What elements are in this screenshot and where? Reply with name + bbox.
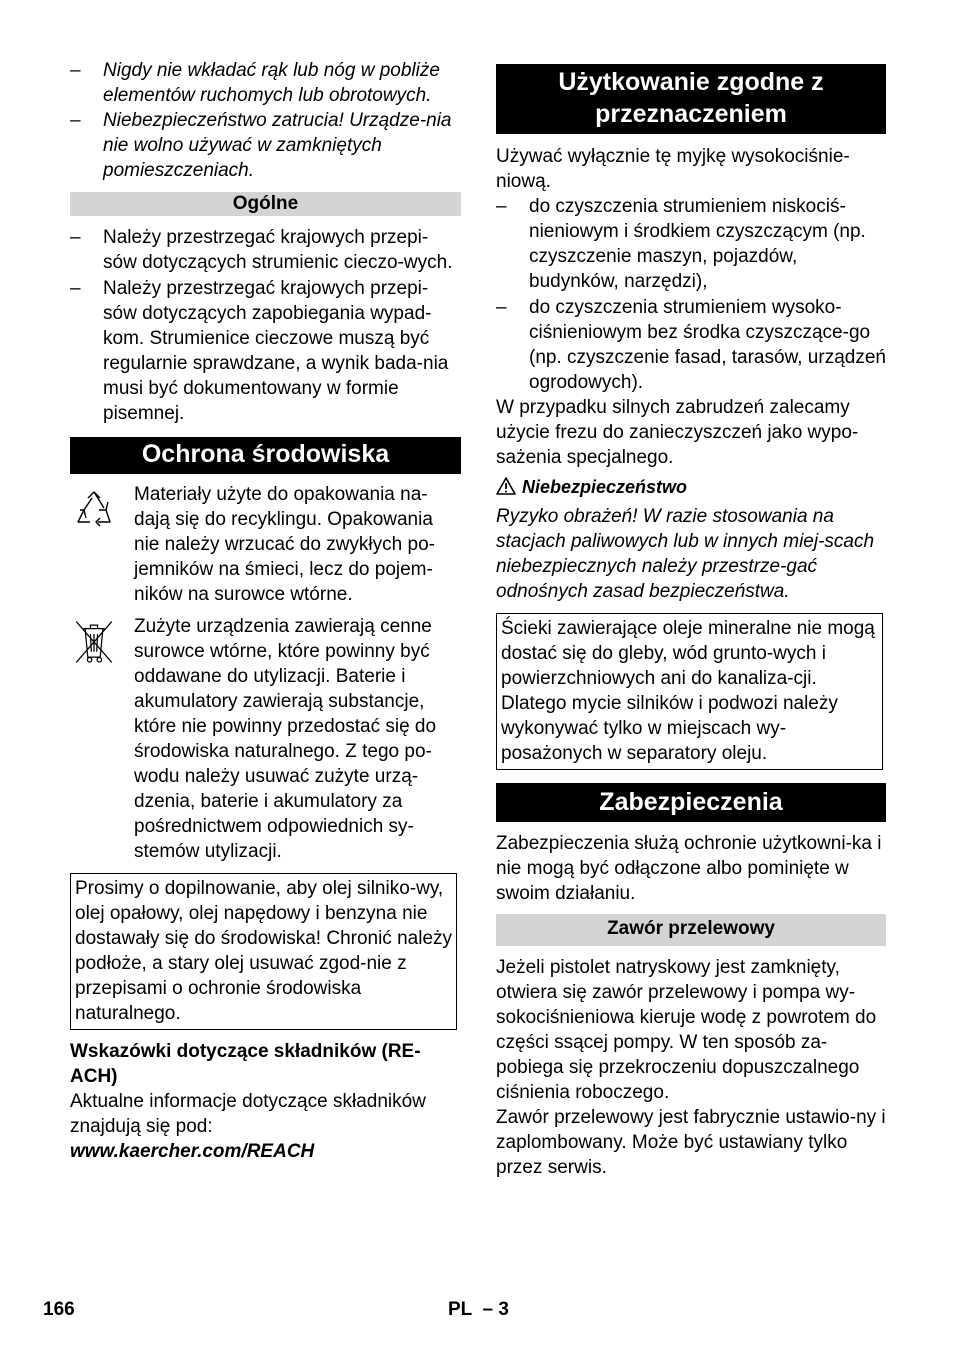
list-item-text: do czyszczenia strumieniem niskociś-nieniowym i środkiem czyszczącym (np. czyszczenie maszyn, pojazdów, budynków, narzędzi), (529, 196, 866, 292)
reach-link[interactable]: www.kaercher.com/REACH (70, 1141, 315, 1162)
list-item (70, 108, 461, 183)
list-item (70, 225, 461, 275)
list-item (496, 295, 886, 395)
weee-text: Zużyte urządzenia zawierają cenne surowce wtórne, które powinny być oddawane do utylizacji. Baterie i akumulatory zawierają substancje, które nie powinny przedostać się do środowiska naturalnego. Z tego po-wodu należy usuwać zużyte urzą-dzenia, baterie i akumulatory za pośrednictwem odpowiednich sy-stemów utylizacji. (134, 616, 437, 862)
section-heading-intended-use: Użytkowanie zgodne z przeznaczeniem (496, 64, 886, 134)
dash-bullet: – (70, 227, 81, 248)
list-item-text: Niebezpieczeństwo zatrucia! Urządze-nia nie wolno używać w zamkniętych pomieszczeniach. (103, 110, 452, 181)
danger-label: Niebezpieczeństwo (522, 477, 688, 497)
page-number: 166 (43, 1299, 75, 1320)
oil-notice-text: Prosimy o dopilnowanie, aby olej silniko-wy, olej opałowy, olej napędowy i benzyna nie dostawały się do środowiska! Chronić należy podłoże, a stary olej usuwać zgod-nie z przepisami o ochronie środowiska naturalnego. (75, 878, 453, 1024)
warning-triangle-icon (496, 477, 516, 495)
reach-text: Aktualne informacje dotyczące składników znajdują się pod: (70, 1091, 426, 1137)
usage-note: W przypadku silnych zabrudzeń zalecamy użycie frezu do zanieczyszczeń jako wypo-sażenia specjalnego. (496, 397, 859, 468)
oil-notice-box (70, 873, 457, 1030)
right-column (496, 64, 886, 1180)
valve-text-2: Zawór przelewowy jest fabrycznie ustawio-ny i zaplombowany. Może być ustawiany tylko przez serwis. (496, 1107, 886, 1178)
dash-bullet: – (496, 196, 507, 217)
list-item-text: Należy przestrzegać krajowych przepi-sów dotyczących strumienic cieczo-wych. (103, 227, 453, 273)
usage-intro: Używać wyłącznie tę myjkę wysokociśnie-niową. (496, 146, 850, 192)
recycle-icon (70, 488, 118, 536)
weee-note (70, 614, 461, 864)
list-item (496, 194, 886, 294)
recycling-note (70, 482, 461, 607)
safety-text: Zabezpieczenia służą ochronie użytkowni-ka i nie mogą być odłączone albo pominięte w swoim działaniu. (496, 833, 882, 904)
left-column (70, 58, 461, 1164)
danger-text: Ryzyko obrażeń! W razie stosowania na stacjach paliwowych lub w innych miej-scach niebezpiecznych należy przestrze-gać odnośnych zasad bezpieczeństwa. (496, 506, 875, 602)
list-item (70, 276, 461, 426)
list-item-text: Nigdy nie wkładać rąk lub nóg w pobliże elementów ruchomych lub obrotowych. (103, 60, 440, 106)
sewage-notice-box (496, 613, 883, 770)
dash-bullet: – (496, 297, 507, 318)
section-heading-safety: Zabezpieczenia (496, 783, 886, 822)
section-heading-environment: Ochrona środowiska (70, 437, 461, 474)
section-heading-overflow-valve: Zawór przelewowy (496, 914, 886, 946)
danger-label-row (496, 475, 886, 500)
list-item (70, 58, 461, 108)
dash-bullet: – (70, 110, 81, 131)
sewage-notice-text: Ścieki zawierające oleje mineralne nie mogą dostać się do gleby, wód grunto-wych i powierzchniowych ani do kanaliza-cji. Dlatego mycie silników i podwozi należy wykonywać tylko w miejscach wy-posażonych w separatory oleju. (501, 618, 875, 764)
section-heading-general: Ogólne (70, 192, 461, 216)
dash-bullet: – (70, 60, 81, 81)
list-item-text: Należy przestrzegać krajowych przepi-sów dotyczących zapobiegania wypad-kom. Strumienice cieczowe muszą być regularnie sprawdzane, a wynik bada-nia musi być dokumentowany w formie pisemnej. (103, 278, 449, 424)
language-page-label: PL – 3 (448, 1299, 509, 1320)
crossed-bin-icon (70, 618, 118, 666)
valve-text-1: Jeżeli pistolet natryskowy jest zamknięty, otwiera się zawór przelewowy i pompa wy-sokociśnieniowa kieruje wodę z powrotem do części ssącej pompy. W ten sposób za-pobiega się przekroczeniu dopuszczalnego ciśnienia roboczego. (496, 957, 877, 1103)
list-item-text: do czyszczenia strumieniem wysoko-ciśnieniowym bez środka czyszczące-go (np. czyszczenie fasad, tarasów, urządzeń ogrodowych). (529, 297, 886, 393)
dash-bullet: – (70, 278, 81, 299)
recycling-text: Materiały użyte do opakowania na-dają się do recyklingu. Opakowania nie należy wrzucać do zwykłych po-jemników na śmieci, lecz do pojem-ników na surowce wtórne. (134, 484, 435, 605)
reach-heading: Wskazówki dotyczące składników (RE-ACH) (70, 1041, 421, 1087)
